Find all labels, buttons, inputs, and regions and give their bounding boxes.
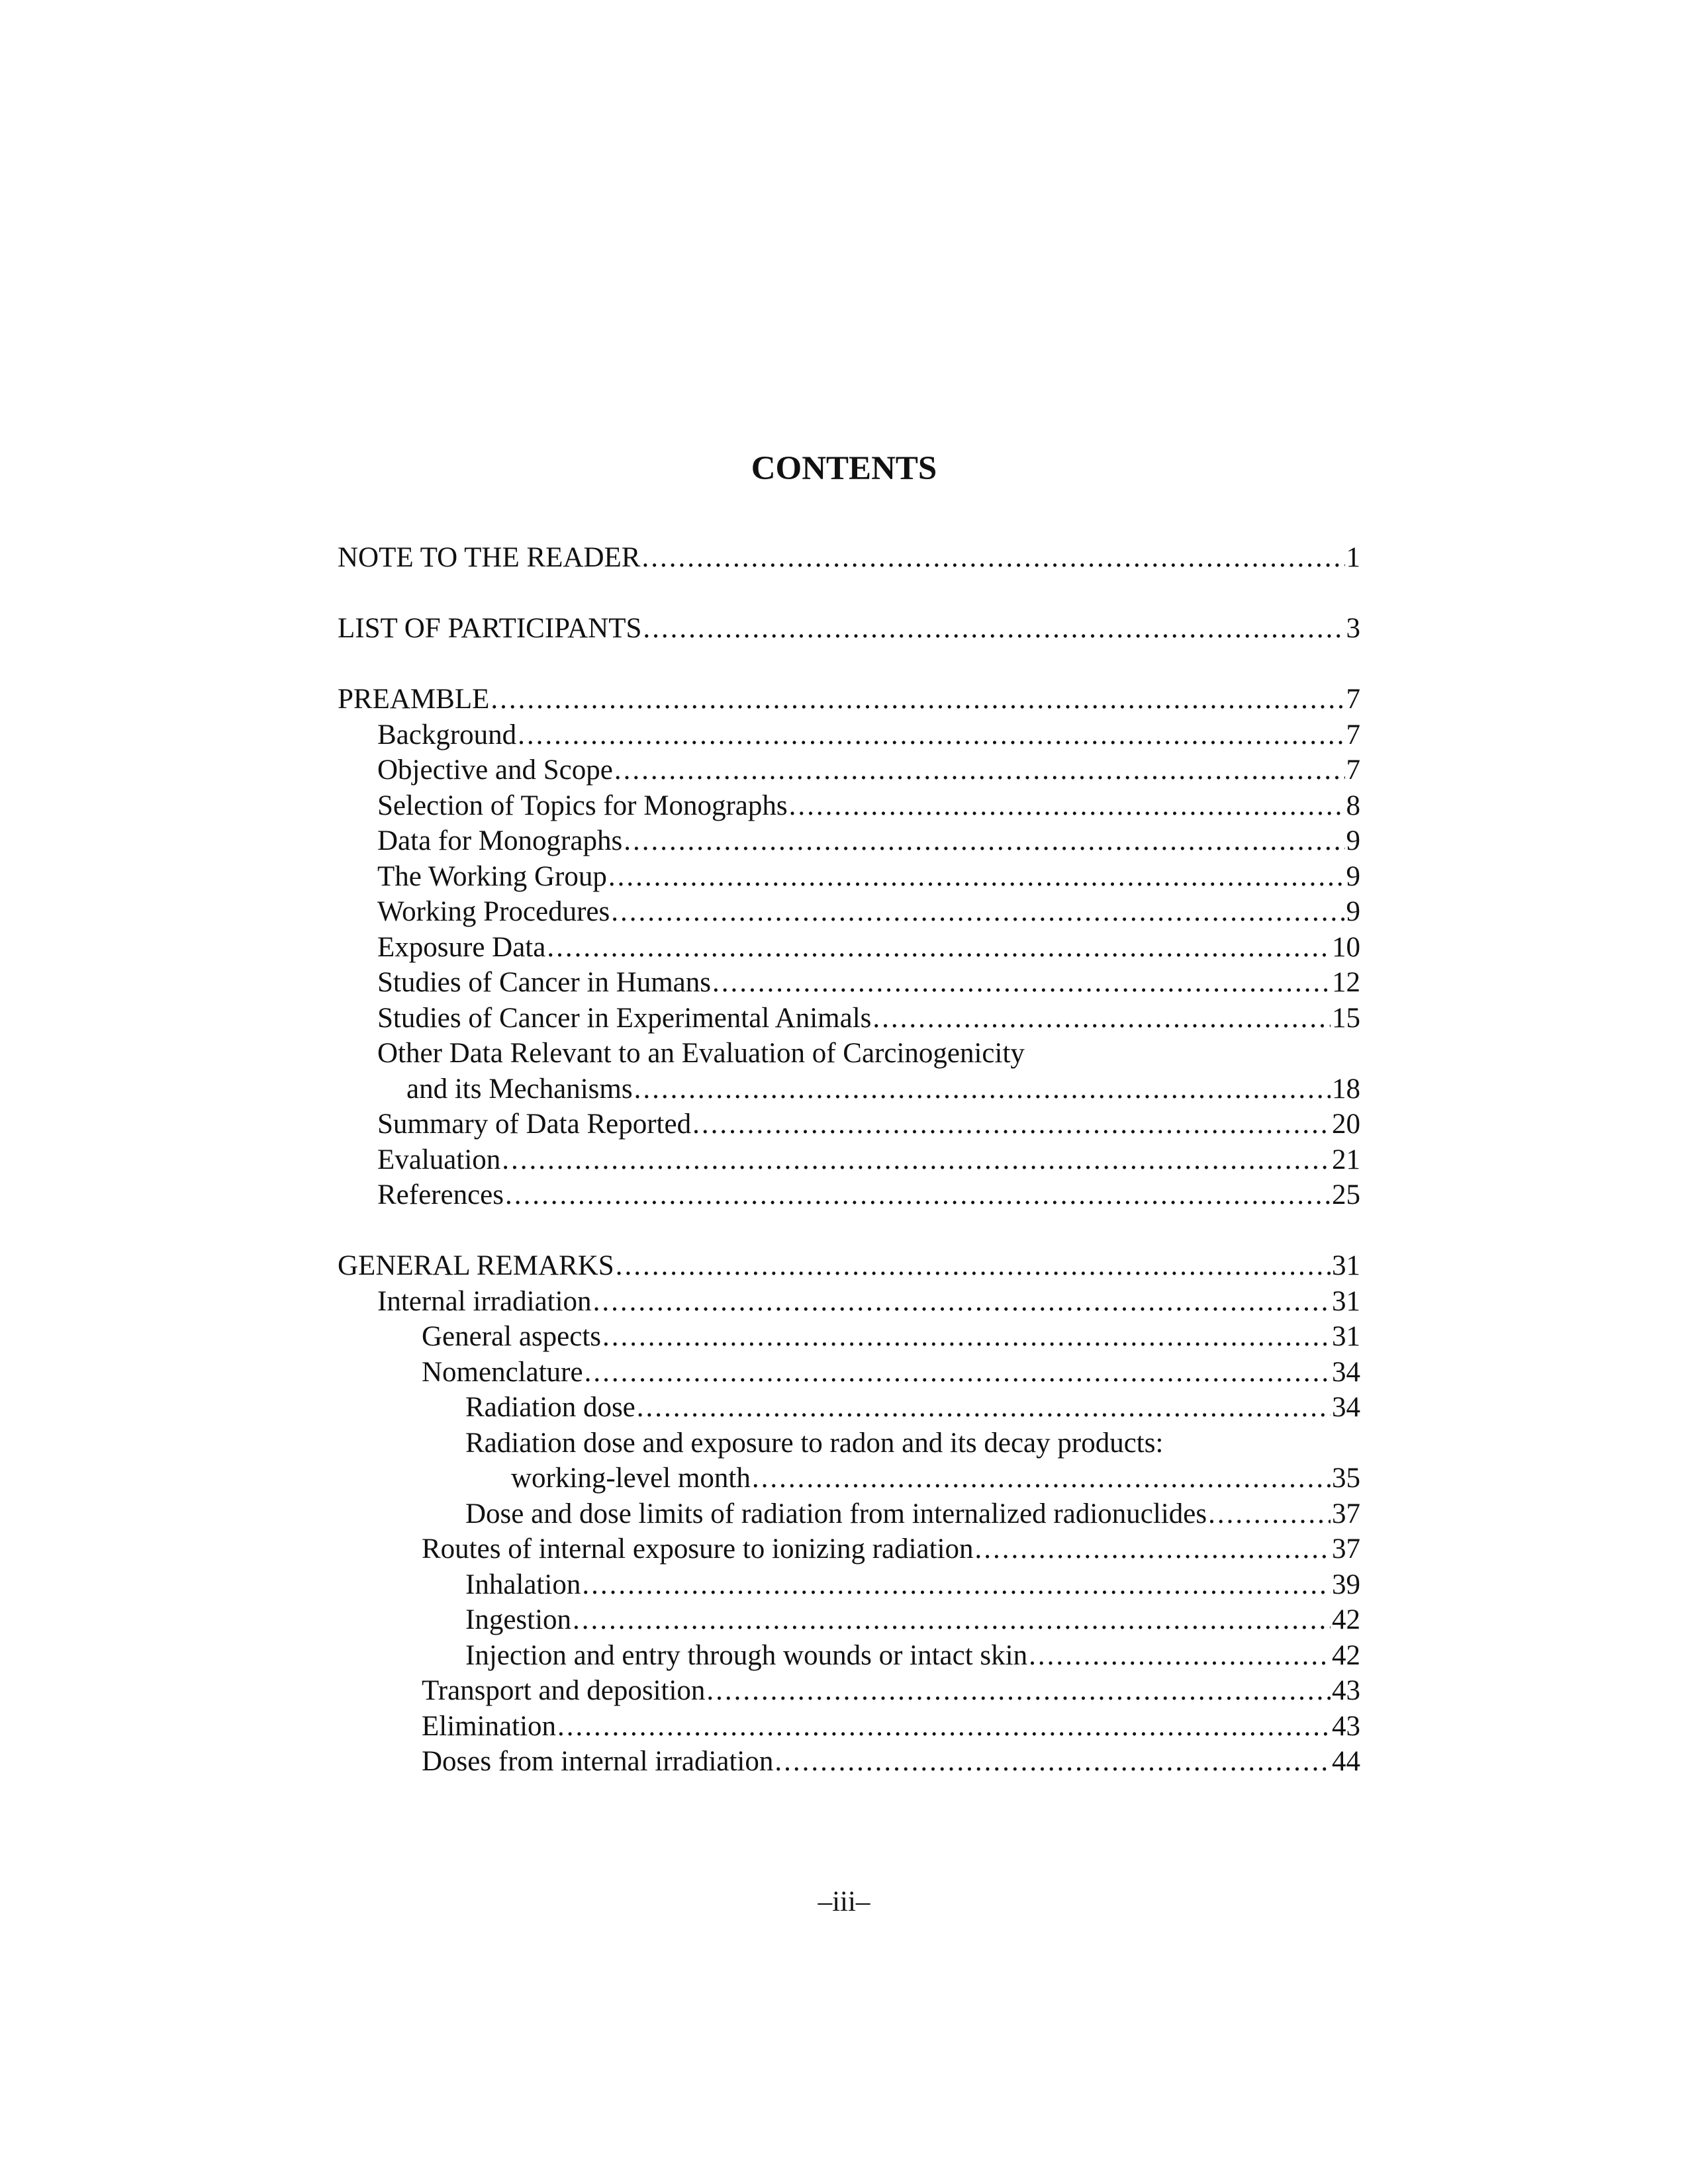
dot-leader (518, 717, 1344, 753)
dot-leader (643, 611, 1344, 647)
dot-leader (608, 859, 1345, 895)
toc-entry (338, 717, 1360, 753)
toc-entry-title: Working Procedures (377, 896, 610, 927)
toc-entry-title: Studies of Cancer in Humans (377, 967, 711, 998)
toc-entry-page: 18 (1332, 1073, 1360, 1105)
toc-entry-title: Evaluation (377, 1144, 501, 1175)
dot-leader (624, 823, 1344, 859)
toc-entry-title: The Working Group (377, 860, 607, 892)
dot-leader (585, 1355, 1331, 1390)
toc-entry-title: Routes of internal exposure to ionizing radiation (422, 1533, 974, 1565)
dot-leader (616, 1248, 1331, 1284)
dot-leader (774, 1744, 1331, 1780)
toc-entry (338, 965, 1360, 1001)
toc-entry-page: 42 (1332, 1604, 1360, 1635)
toc-entry-page: 35 (1332, 1463, 1360, 1494)
dot-leader (872, 1001, 1331, 1036)
toc-entry (338, 682, 1360, 717)
dot-leader (706, 1673, 1331, 1709)
toc-entry (338, 1673, 1360, 1709)
toc-entry (338, 1142, 1360, 1178)
toc-entry (338, 1744, 1360, 1780)
toc-entry-page: 20 (1332, 1109, 1360, 1140)
toc-entry (338, 930, 1360, 966)
toc-entry (338, 1355, 1360, 1390)
toc-entry (338, 1602, 1360, 1638)
toc-entry (338, 1567, 1360, 1603)
toc-entry-title: Dose and dose limits of radiation from internalized radionuclides (465, 1498, 1207, 1529)
toc-entry-page: 7 (1346, 754, 1360, 786)
toc-entry (338, 1001, 1360, 1036)
page-title: CONTENTS (751, 450, 937, 487)
toc-entry (338, 1496, 1360, 1532)
toc-entry-page: 9 (1346, 860, 1360, 892)
toc-entry-title-line2: working-level month (511, 1463, 751, 1494)
toc-entry-title: Radiation dose (465, 1392, 635, 1423)
dot-leader (547, 930, 1331, 966)
toc-entry (338, 1390, 1360, 1426)
toc-entry-title: General aspects (422, 1321, 601, 1352)
toc-entry-page: 43 (1332, 1675, 1360, 1706)
dot-leader (505, 1177, 1331, 1213)
dot-leader (611, 894, 1344, 930)
toc-entry-title: References (377, 1179, 504, 1210)
toc-section-note (338, 540, 1360, 576)
toc-entry-title: Injection and entry through wounds or intact skin (465, 1639, 1028, 1671)
toc-entry-title: Objective and Scope (377, 754, 613, 786)
toc-entry (338, 1071, 1360, 1107)
toc-section-general-remarks (338, 1248, 1360, 1780)
toc-entry-title: Transport and deposition (422, 1675, 706, 1706)
toc-entry-page: 37 (1332, 1533, 1360, 1565)
dot-leader (789, 788, 1345, 824)
toc-entry-page: 9 (1346, 896, 1360, 927)
toc-entry (338, 823, 1360, 859)
dot-leader (557, 1709, 1331, 1745)
toc-entry-page: 8 (1346, 790, 1360, 821)
dot-leader (573, 1602, 1331, 1638)
dot-leader (752, 1461, 1331, 1496)
toc-entry (338, 752, 1360, 788)
page-number: –iii– (818, 1886, 870, 1917)
dot-leader (641, 540, 1344, 576)
toc-entry (338, 1107, 1360, 1142)
toc-entry (338, 1709, 1360, 1745)
toc-entry (338, 1319, 1360, 1355)
dot-leader (614, 752, 1345, 788)
toc-entry (338, 1531, 1360, 1567)
dot-leader (634, 1071, 1331, 1107)
toc-entry-page: 39 (1332, 1569, 1360, 1600)
toc-entry-title: Internal irradiation (377, 1285, 592, 1317)
dot-leader (602, 1319, 1331, 1355)
toc-section-participants (338, 611, 1360, 647)
toc-entry (338, 1248, 1360, 1284)
dot-leader (491, 682, 1344, 717)
toc-entry-title: PREAMBLE (338, 684, 490, 715)
toc-entry-page: 10 (1332, 931, 1360, 963)
toc-entry-title: Selection of Topics for Monographs (377, 790, 788, 821)
toc-entry-page: 31 (1332, 1285, 1360, 1317)
toc-entry-page: 12 (1332, 967, 1360, 998)
toc-entry-page: 25 (1332, 1179, 1360, 1210)
dot-leader (975, 1531, 1331, 1567)
toc-entry-page: 1 (1346, 542, 1360, 573)
toc-entry (338, 894, 1360, 930)
toc-section-preamble (338, 682, 1360, 1213)
dot-leader (502, 1142, 1331, 1178)
toc-entry-page: 7 (1346, 684, 1360, 715)
toc-entry-page: 37 (1332, 1498, 1360, 1529)
toc-entry-page: 31 (1332, 1250, 1360, 1281)
toc-entry-title: GENERAL REMARKS (338, 1250, 614, 1281)
dot-leader (593, 1284, 1331, 1320)
toc-entry (338, 859, 1360, 895)
toc-entry-title: Elimination (422, 1710, 557, 1742)
toc-entry-title-line2: and its Mechanisms (406, 1073, 633, 1105)
dot-leader (1208, 1496, 1331, 1532)
toc-entry (338, 540, 1360, 576)
toc-entry-title: Studies of Cancer in Experimental Animals (377, 1002, 872, 1034)
toc-entry-title: Doses from internal irradiation (422, 1746, 774, 1777)
toc-entry-page: 3 (1346, 613, 1360, 644)
toc-entry-page: 9 (1346, 825, 1360, 856)
toc-entry-page: 21 (1332, 1144, 1360, 1175)
toc-entry-title: Ingestion (465, 1604, 572, 1635)
toc-entry (338, 1638, 1360, 1674)
toc-entry-title: Background (377, 719, 517, 751)
dot-leader (712, 965, 1331, 1001)
toc-entry-page: 34 (1332, 1356, 1360, 1388)
dot-leader (637, 1390, 1331, 1426)
toc-entry-page: 31 (1332, 1321, 1360, 1352)
table-of-contents (338, 540, 1360, 1815)
toc-entry (338, 788, 1360, 824)
dot-leader (1029, 1638, 1331, 1674)
toc-entry-page: 44 (1332, 1746, 1360, 1777)
toc-entry-title: LIST OF PARTICIPANTS (338, 613, 642, 644)
toc-entry-title: NOTE TO THE READER (338, 542, 641, 573)
toc-entry-title: Exposure Data (377, 931, 546, 963)
toc-entry (338, 611, 1360, 647)
toc-entry-page: 42 (1332, 1639, 1360, 1671)
toc-entry-page: 7 (1346, 719, 1360, 751)
toc-entry-page: 43 (1332, 1710, 1360, 1742)
toc-entry-page: 34 (1332, 1392, 1360, 1423)
toc-entry (338, 1461, 1360, 1496)
toc-entry-page: 15 (1332, 1002, 1360, 1034)
toc-entry-title-line1: Other Data Relevant to an Evaluation of Carcinogenicity (377, 1038, 1025, 1069)
toc-entry-title: Data for Monographs (377, 825, 623, 856)
toc-entry-title: Summary of Data Reported (377, 1109, 692, 1140)
toc-entry-title: Inhalation (465, 1569, 581, 1600)
dot-leader (692, 1107, 1331, 1142)
dot-leader (582, 1567, 1331, 1603)
toc-entry-title: Nomenclature (422, 1356, 583, 1388)
toc-entry-title-line1: Radiation dose and exposure to radon and its decay products: (465, 1427, 1164, 1459)
toc-entry (338, 1177, 1360, 1213)
toc-entry (338, 1284, 1360, 1320)
